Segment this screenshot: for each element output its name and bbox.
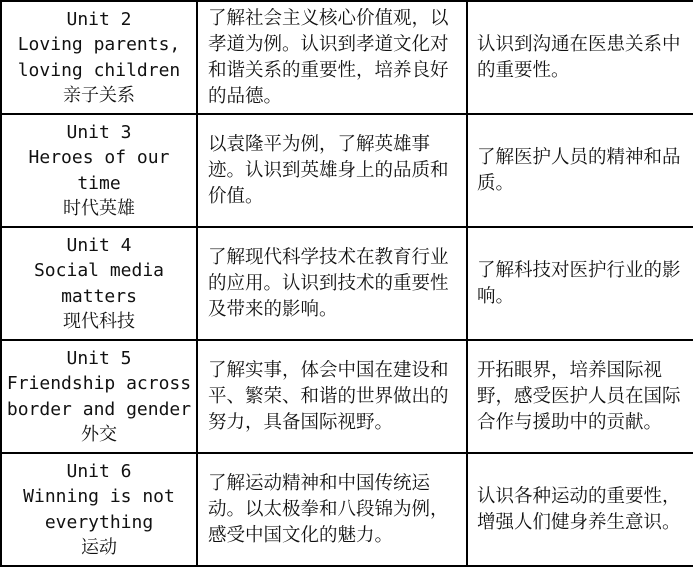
objective-text: 了解社会主义核心价值观，以孝道为例。认识到孝道文化对和谐关系的重要性，培养良好的品德。 (208, 7, 449, 107)
objective-text: 以袁隆平为例，了解英雄事迹。认识到英雄身上的品质和价值。 (208, 133, 449, 207)
objective-cell (197, 453, 467, 566)
table-row (1, 1, 693, 114)
unit-title-line: Loving parents, (17, 34, 181, 55)
objective-text: 了解实事，体会中国在建设和平、繁荣、和谐的世界做出的努力，具备国际视野。 (208, 359, 449, 433)
medical-text: 了解科技对医护行业的影响。 (477, 259, 681, 307)
unit-number: Unit 4 (66, 234, 132, 256)
unit-number: Unit 6 (66, 460, 132, 482)
unit-theme-cn: 外交 (81, 424, 117, 445)
objective-text: 了解现代科学技术在教育行业的应用。认识到技术的重要性及带来的影响。 (208, 246, 449, 320)
medical-cell (467, 340, 693, 453)
table-row (1, 114, 693, 227)
medical-cell (467, 227, 693, 340)
unit-cell (1, 340, 197, 453)
unit-title-line: loving children (17, 59, 181, 81)
unit-title-line: Heroes of our (28, 147, 170, 168)
unit-title-line: Winning is not (23, 486, 175, 507)
unit-cell (1, 1, 197, 114)
unit-title-line: everything (44, 511, 154, 533)
unit-title-line: Social media (33, 260, 165, 281)
medical-cell (467, 453, 693, 566)
medical-text: 开拓眼界，培养国际视野，感受医护人员在国际合作与援助中的贡献。 (477, 359, 681, 433)
unit-number: Unit 3 (66, 121, 132, 143)
table-row (1, 227, 693, 340)
table-row (1, 453, 693, 566)
unit-theme-cn: 运动 (81, 537, 117, 558)
unit-title-line: Friendship across (6, 373, 192, 394)
unit-theme-cn: 现代科技 (63, 311, 135, 332)
unit-cell (1, 114, 197, 227)
medical-text: 认识各种运动的重要性，增强人们健身养生意识。 (477, 485, 681, 533)
unit-title-line: matters (61, 285, 137, 307)
unit-cell (1, 227, 197, 340)
unit-theme-cn: 亲子关系 (63, 85, 135, 106)
objective-text: 了解运动精神和中国传统运动。以太极拳和八段锦为例，感受中国文化的魅力。 (208, 472, 449, 546)
unit-number: Unit 2 (66, 8, 132, 30)
medical-cell (467, 1, 693, 114)
table-row (1, 340, 693, 453)
medical-text: 了解医护人员的精神和品质。 (477, 146, 681, 194)
objective-cell (197, 114, 467, 227)
unit-title-line: time (77, 172, 121, 194)
objective-cell (197, 227, 467, 340)
unit-title-line: border and gender (6, 398, 192, 420)
medical-cell (467, 114, 693, 227)
unit-theme-cn: 时代英雄 (63, 198, 135, 219)
unit-number: Unit 5 (66, 347, 132, 369)
objective-cell (197, 340, 467, 453)
unit-cell (1, 453, 197, 566)
medical-text: 认识到沟通在医患关系中的重要性。 (477, 33, 681, 81)
objective-cell (197, 1, 467, 114)
